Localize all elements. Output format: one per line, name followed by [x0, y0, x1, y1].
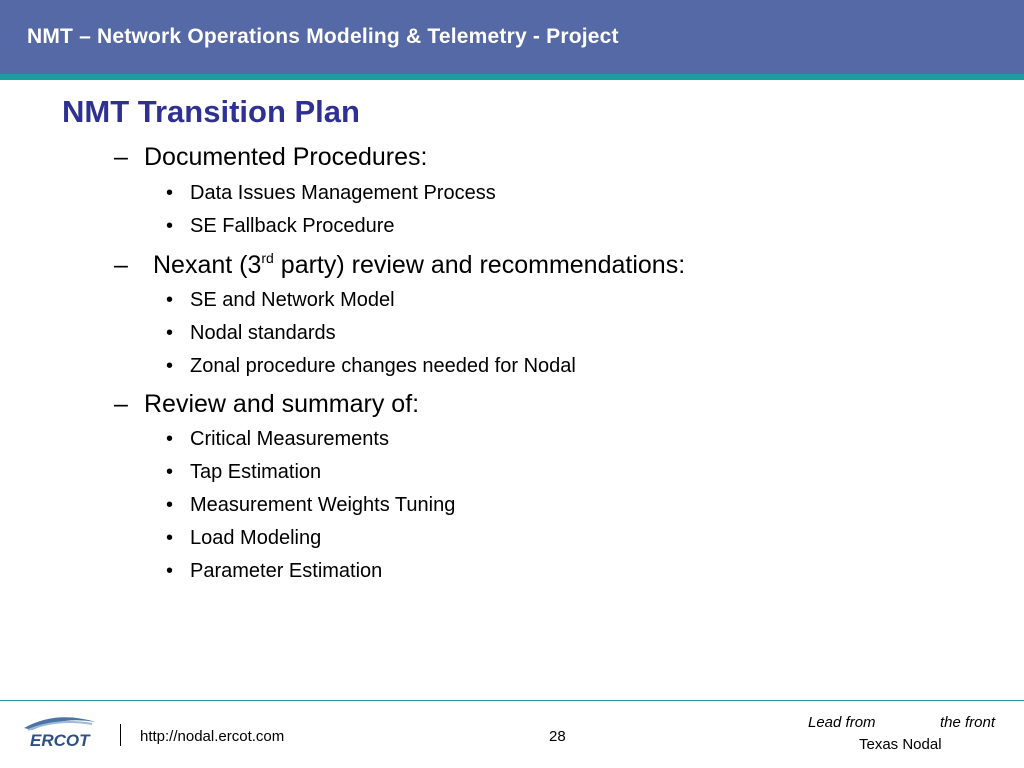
- list-item-text: Parameter Estimation: [190, 560, 383, 582]
- logo-text: ERCOT: [30, 731, 90, 750]
- section-heading-suffix: party) review and recommendations:: [273, 251, 686, 279]
- ordinal-superscript: rd: [261, 250, 274, 266]
- list-item-text: SE and Network Model: [190, 289, 395, 311]
- section-heading-documented-procedures: [114, 143, 427, 172]
- bullet-marker: •: [166, 355, 174, 377]
- footer-url: http://nodal.ercot.com: [140, 728, 285, 745]
- list-item: [166, 560, 382, 583]
- tagline-part-1: Lead from: [808, 714, 876, 731]
- bullet-marker: •: [166, 461, 174, 483]
- section-heading-text: Review and summary of:: [144, 390, 420, 418]
- header-accent-stripe: [0, 74, 1024, 80]
- bullet-marker: •: [166, 289, 174, 311]
- list-item: [166, 355, 576, 378]
- list-item: [166, 494, 455, 517]
- bullet-marker: •: [166, 182, 174, 204]
- footer-separator: [120, 724, 121, 746]
- list-item-text: Critical Measurements: [190, 428, 389, 450]
- tagline-texas-nodal: Texas Nodal: [859, 736, 942, 753]
- header-title: NMT – Network Operations Modeling & Telemetry - Project: [27, 25, 619, 48]
- list-item-text: Measurement Weights Tuning: [190, 494, 456, 516]
- list-item-text: Zonal procedure changes needed for Nodal: [190, 355, 576, 377]
- list-item: [166, 322, 336, 345]
- section-heading-nexant-review: [114, 251, 685, 280]
- dash-marker: –: [114, 251, 128, 279]
- dash-marker: –: [114, 143, 128, 171]
- list-item: [166, 182, 496, 205]
- ercot-logo: [18, 712, 102, 750]
- list-item-text: Load Modeling: [190, 527, 322, 549]
- list-item: [166, 461, 321, 484]
- list-item-text: Data Issues Management Process: [190, 182, 496, 204]
- list-item: [166, 289, 395, 312]
- section-heading-prefix: Nexant (3: [153, 251, 262, 279]
- tagline-part-2: the front: [940, 714, 996, 731]
- bullet-marker: •: [166, 322, 174, 344]
- list-item-text: Nodal standards: [190, 322, 336, 344]
- list-item: [166, 215, 395, 238]
- bullet-marker: •: [166, 494, 174, 516]
- slide-title: NMT Transition Plan: [62, 94, 360, 129]
- dash-marker: –: [114, 390, 128, 418]
- section-heading-text: Documented Procedures:: [144, 143, 428, 171]
- bullet-marker: •: [166, 215, 174, 237]
- list-item-text: SE Fallback Procedure: [190, 215, 395, 237]
- list-item-text: Tap Estimation: [190, 461, 322, 483]
- list-item: [166, 428, 389, 451]
- list-item: [166, 527, 321, 550]
- section-heading-review-summary: [114, 390, 419, 419]
- page-number: 28: [549, 728, 566, 745]
- bullet-marker: •: [166, 560, 174, 582]
- bullet-marker: •: [166, 527, 174, 549]
- bullet-marker: •: [166, 428, 174, 450]
- footer-divider: [0, 700, 1024, 701]
